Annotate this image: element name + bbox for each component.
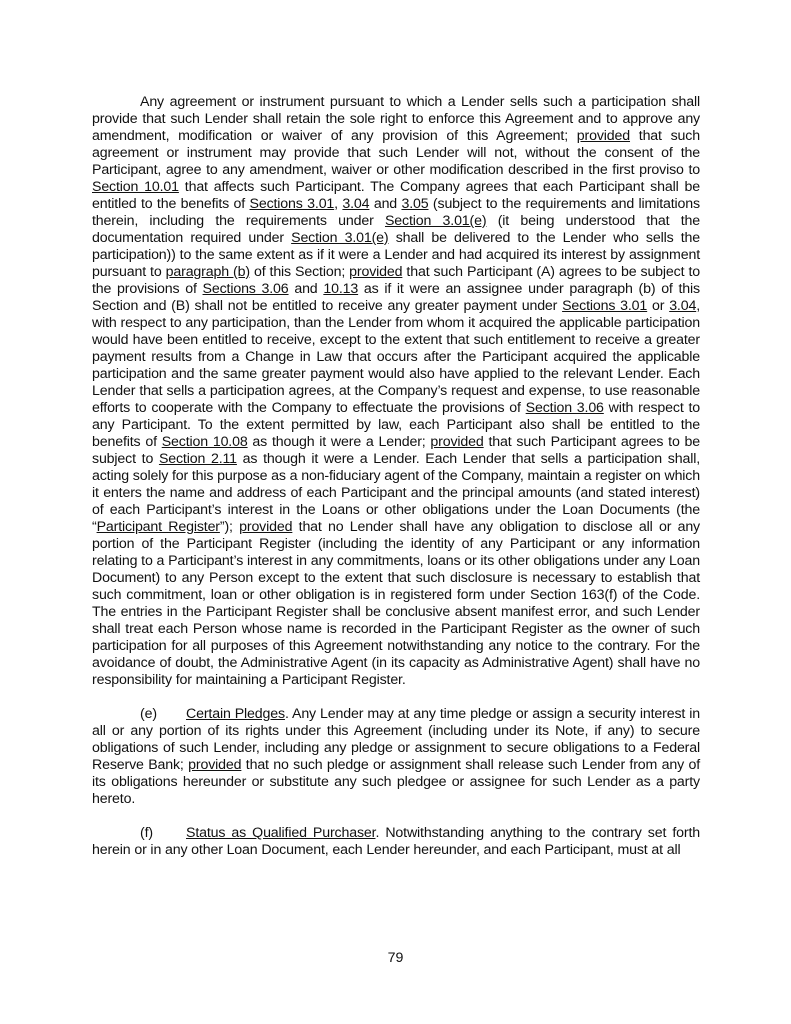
section-ref: Section 3.01(e) xyxy=(384,213,487,229)
clause-heading: Status as Qualified Purchaser xyxy=(186,825,376,841)
section-ref: Sections 3.06 xyxy=(202,281,289,297)
term-provided: provided xyxy=(430,434,484,450)
clause-number: (f) xyxy=(140,825,153,841)
section-ref: Section 10.08 xyxy=(161,434,248,450)
term-provided: provided xyxy=(349,264,403,280)
document-page xyxy=(92,94,700,876)
section-ref: Sections 3.01 xyxy=(249,196,335,212)
section-ref: Section 10.01 xyxy=(92,179,179,195)
defined-term: Participant Register xyxy=(96,519,220,535)
term-provided: provided xyxy=(576,128,631,144)
section-ref: 3.05 xyxy=(401,196,429,212)
participation-paragraph: Any agreement or instrument pursuant to which a Lender sells such a participation shall provide that such Lender shall retain the sole right to enforce this Agreement and to approve any amendment, modification or waiver of any provision of this Agreement; provided that such agreement or instrument may provide that such Lender will not, without the consent of the Participant, agree to any amendment, waiver or other modification described in the first proviso to Section 10.01 that affects such Participant. The Company agrees that each Participant shall be entitled to the benefits of Sections 3.01, 3.04 and 3.05 (subject to the requirements and limitations therein, including the requirements under Section 3.01(e) (it being understood that the documentation required under Section 3.01(e) shall be delivered to the Lender who sells the participation)) to the same extent as if it were a Lender and had acquired its interest by assignment pursuant to paragraph (b) of this Section; provided that such Participant (A) agrees to be subject to the provisions of Sections 3.06 and 10.13 as if it were an assignee under paragraph (b) of this Section and (B) shall not be entitled to receive any greater payment under Sections 3.01 or 3.04, with respect to any participation, than the Lender from whom it acquired the applicable participation would have been entitled to receive, except to the extent that such entitlement to receive a greater payment results from a Change in Law that occurs after the Participant acquired the applicable participation and the same greater payment would also have applied to the relevant Lender. Each Lender that sells a participation agrees, at the Company’s request and expense, to use reasonable efforts to cooperate with the Company to effectuate the provisions of Section 3.06 with respect to any Participant. To the extent permitted by law, each Participant also shall be entitled to the benefits of Section 10.08 as though it were a Lender; provided that such Participant agrees to be subject to Section 2.11 as though it were a Lender. Each Lender that sells a participation shall, acting solely for this purpose as a non-fiduciary agent of the Company, maintain a register on which it enters the name and address of each Participant and the principal amounts (and stated interest) of each Participant’s interest in the Loans or other obligations under the Loan Documents (the “Participant Register”); provided that no Lender shall have any obligation to disclose all or any portion of the Participant Register (including the identity of any Participant or any information relating to a Participant’s interest in any commitments, loans or its other obligations under any Loan Document) to any Person except to the extent that such disclosure is necessary to establish that such commitment, loan or other obligation is in registered form under Section 163(f) of the Code. The entries in the Participant Register shall be conclusive absent manifest error, and such Lender shall treat each Person whose name is recorded in the Participant Register as the owner of such participation for all purposes of this Agreement notwithstanding any notice to the contrary. For the avoidance of doubt, the Administrative Agent (in its capacity as Administrative Agent) shall have no responsibility for maintaining a Participant Register. xyxy=(92,94,701,688)
section-ref: Section 3.01(e) xyxy=(291,230,389,246)
section-ref: Section 3.06 xyxy=(525,400,604,416)
term-provided: provided xyxy=(239,519,293,535)
section-ref: Sections 3.01 xyxy=(562,298,648,314)
section-ref: paragraph (b) xyxy=(165,264,250,280)
clause-number: (e) xyxy=(140,706,157,722)
term-provided: provided xyxy=(188,757,242,773)
certain-pledges-paragraph: (e) Certain Pledges. Any Lender may at any time pledge or assign a security interest in all or any portion of its rights under this Agreement (including under its Note, if any) to secure obligations of such Lender, including any pledge or assignment to secure obligations to a Federal Reserve Bank; provided that no such pledge or assignment shall release such Lender from any of its obligations hereunder or substitute any such pledgee or assignee for such Lender as a party hereto. xyxy=(92,706,700,807)
section-ref: 3.04 xyxy=(669,298,697,314)
page-number: 79 xyxy=(387,950,404,966)
section-ref: 3.04 xyxy=(342,196,370,212)
qualified-purchaser-paragraph: (f) Status as Qualified Purchaser. Notwithstanding anything to the contrary set forth herein or in any other Loan Document, each Lender hereunder, and each Participant, must at all xyxy=(92,825,700,858)
section-ref: Section 2.11 xyxy=(158,451,237,467)
section-ref: 10.13 xyxy=(323,281,359,297)
clause-heading: Certain Pledges xyxy=(186,706,285,722)
